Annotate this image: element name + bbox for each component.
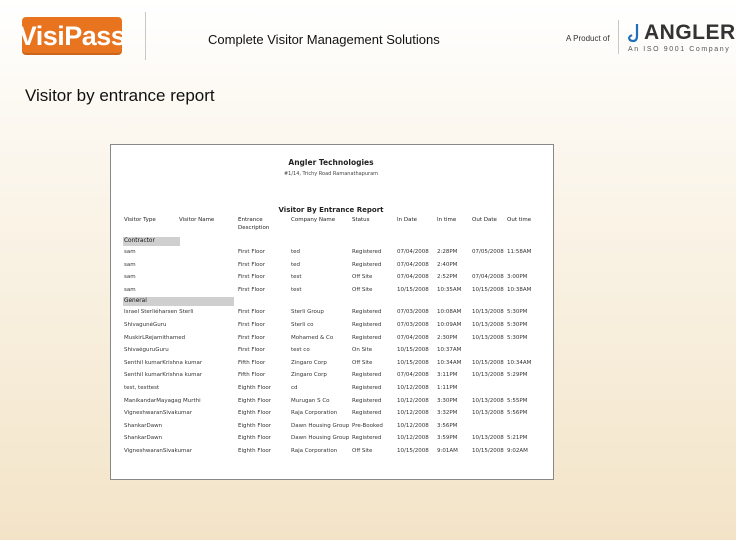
table-cell: Registered — [352, 410, 382, 417]
table-cell: 10/12/2008 — [397, 435, 429, 442]
angler-logo — [628, 21, 736, 53]
table-cell: Registered — [352, 384, 382, 391]
table-cell: 07/03/2008 — [397, 321, 429, 328]
table-cell: 10/13/2008 — [472, 435, 504, 442]
report-rows — [111, 236, 551, 458]
table-cell: 10/12/2008 — [397, 384, 429, 391]
table-row — [111, 407, 551, 420]
table-cell: Fifth Floor — [238, 372, 266, 379]
table-cell: 10/15/2008 — [472, 447, 504, 454]
table-cell: Sterli co — [291, 321, 314, 328]
table-cell: test — [291, 286, 302, 293]
table-cell: ted — [291, 261, 301, 268]
table-cell: 07/04/2008 — [397, 249, 429, 255]
table-row — [111, 284, 551, 297]
table-cell: 2:30PM — [437, 334, 458, 341]
table-cell: Sterli Group — [291, 309, 324, 316]
table-cell: Registered — [352, 397, 382, 404]
column-header: In Date — [397, 217, 418, 223]
group-header: General — [123, 297, 234, 306]
table-cell: 10/15/2008 — [397, 286, 429, 293]
table-cell: 10:08AM — [437, 309, 462, 316]
table-cell: 1:11PM — [437, 384, 458, 391]
table-cell: 2:28PM — [437, 249, 458, 255]
table-cell: On Site — [352, 347, 373, 354]
table-cell: 10/12/2008 — [397, 422, 429, 429]
table-cell: Registered — [352, 261, 382, 268]
table-cell: 5:30PM — [507, 334, 528, 341]
table-cell: Murugan S Co — [291, 397, 330, 404]
table-cell: 10/15/2008 — [397, 347, 429, 354]
table-row — [111, 369, 551, 382]
table-row — [111, 259, 551, 272]
table-cell: Eighth Floor — [238, 435, 272, 442]
table-cell: First Floor — [238, 286, 266, 293]
table-cell: Fifth Floor — [238, 359, 266, 366]
table-cell: Zingaro Corp — [291, 359, 327, 366]
table-cell: 10/13/2008 — [472, 372, 504, 379]
table-cell: 5:21PM — [507, 435, 528, 442]
table-row — [111, 306, 551, 319]
table-cell: sam — [124, 274, 136, 281]
table-cell: Registered — [352, 249, 382, 255]
table-cell: ShankarDawn — [124, 422, 163, 429]
table-row — [111, 357, 551, 370]
table-cell: Off Site — [352, 274, 373, 281]
column-header: Visitor Type — [124, 217, 156, 223]
table-cell: Eighth Floor — [238, 447, 272, 454]
table-cell: 3:30PM — [437, 397, 458, 404]
column-header: Company Name — [291, 217, 336, 223]
table-cell: ShivagunéGuru — [124, 321, 167, 328]
table-row — [111, 246, 551, 259]
table-cell: 10/12/2008 — [397, 410, 429, 417]
table-cell: Eighth Floor — [238, 422, 272, 429]
table-cell: 07/04/2008 — [397, 274, 429, 281]
angler-brand-sub: An ISO 9001 Company — [628, 46, 731, 53]
table-cell: ShivaéguruGuru — [124, 347, 169, 354]
group-header: Contractor — [123, 237, 180, 246]
table-cell: 5:30PM — [507, 321, 528, 328]
table-cell: Registered — [352, 372, 382, 379]
table-cell: test co — [291, 347, 310, 354]
table-cell: 9:01AM — [437, 447, 458, 454]
table-row — [111, 432, 551, 445]
tagline: Complete Visitor Management Solutions — [208, 32, 440, 47]
table-cell: 10:34AM — [437, 359, 462, 366]
angler-brand-name: ANGLER — [644, 21, 736, 44]
table-cell: MuskirLRejamithamed — [124, 334, 186, 341]
table-cell: test — [291, 274, 302, 281]
table-cell: 07/05/2008 — [472, 249, 504, 255]
angler-hook-icon — [628, 23, 642, 43]
table-cell: 10/13/2008 — [472, 397, 504, 404]
table-cell: 10/15/2008 — [472, 359, 504, 366]
table-cell: Eighth Floor — [238, 397, 272, 404]
table-cell: 07/04/2008 — [397, 372, 429, 379]
table-cell: sam — [124, 249, 136, 255]
table-cell: First Floor — [238, 321, 266, 328]
table-cell: 9:02AM — [507, 447, 528, 454]
table-cell: 10:09AM — [437, 321, 462, 328]
column-header: Out Date — [472, 217, 497, 223]
table-cell: Off Site — [352, 286, 373, 293]
table-row — [111, 420, 551, 433]
table-cell: VigneshwaranSivakumar — [124, 410, 193, 417]
table-cell: 10/12/2008 — [397, 397, 429, 404]
table-cell: 10/15/2008 — [472, 286, 504, 293]
table-cell: Registered — [352, 309, 382, 316]
brand-divider — [618, 20, 619, 54]
table-cell: Off Site — [352, 359, 373, 366]
table-cell: cd — [291, 384, 298, 391]
table-cell: 3:32PM — [437, 410, 458, 417]
table-cell: 07/04/2008 — [397, 261, 429, 268]
table-cell: ted — [291, 249, 301, 255]
table-cell: Dawn Housing Group — [291, 422, 350, 429]
table-cell: First Floor — [238, 309, 266, 316]
page-title: Visitor by entrance report — [25, 86, 215, 105]
table-cell: 5:55PM — [507, 397, 528, 404]
report-column-headers — [111, 216, 551, 236]
table-cell: Eighth Floor — [238, 384, 272, 391]
table-cell: First Floor — [238, 334, 266, 341]
column-header: Out time — [507, 217, 532, 223]
table-cell: 07/04/2008 — [472, 274, 504, 281]
table-cell: 10/13/2008 — [472, 321, 504, 328]
table-cell: Raja Corporation — [291, 447, 338, 454]
table-row — [111, 395, 551, 408]
table-cell: First Floor — [238, 347, 266, 354]
table-cell: 11:58AM — [507, 249, 532, 255]
table-cell: Registered — [352, 321, 382, 328]
table-cell: Pre-Booked — [352, 422, 383, 429]
table-cell: 3:00PM — [507, 274, 528, 281]
table-cell: 10/13/2008 — [472, 309, 504, 316]
column-header: Status — [352, 217, 370, 223]
table-row — [111, 344, 551, 357]
table-cell: 5:30PM — [507, 309, 528, 316]
table-cell: First Floor — [238, 249, 266, 255]
header — [0, 0, 736, 72]
table-cell: 3:59PM — [437, 435, 458, 442]
table-cell: 07/04/2008 — [397, 334, 429, 341]
table-row — [111, 445, 551, 458]
table-row — [111, 271, 551, 284]
table-cell: Zingaro Corp — [291, 372, 327, 379]
visipass-logo: VisiPass — [22, 17, 122, 55]
table-row — [111, 332, 551, 345]
table-cell: Dawn Housing Group — [291, 435, 350, 442]
column-header: Entrance Description — [238, 217, 270, 231]
table-cell: sam — [124, 261, 136, 268]
table-cell: 5:29PM — [507, 372, 528, 379]
table-cell: First Floor — [238, 274, 266, 281]
table-cell: ShankarDawn — [124, 435, 163, 442]
product-of-label: A Product of — [566, 34, 610, 43]
table-cell: 5:56PM — [507, 410, 528, 417]
table-cell: 10:34AM — [507, 359, 532, 366]
table-cell: 3:11PM — [437, 372, 458, 379]
table-cell: Registered — [352, 334, 382, 341]
table-cell: 10/15/2008 — [397, 447, 429, 454]
table-cell: 10/13/2008 — [472, 410, 504, 417]
table-row — [111, 319, 551, 332]
table-cell: 10:37AM — [437, 347, 462, 354]
column-header: In time — [437, 217, 457, 223]
table-cell: Senthil kumarKrishna kumar — [124, 359, 203, 366]
report-address: #1/14, Trichy Road Ramanathapuram — [283, 171, 379, 177]
table-cell: 2:40PM — [437, 261, 458, 268]
table-cell: 07/03/2008 — [397, 309, 429, 316]
header-divider — [145, 12, 146, 60]
table-cell: VigneshwaranSivakumar — [124, 447, 193, 454]
table-cell: 10/13/2008 — [472, 334, 504, 341]
table-row — [111, 382, 551, 395]
table-cell: sam — [124, 286, 136, 293]
table-cell: ManikandarMayagag Murthi — [124, 397, 201, 404]
table-cell: 3:56PM — [437, 422, 458, 429]
column-header: Visitor Name — [179, 217, 215, 223]
report-title: Visitor By Entrance Report — [278, 206, 384, 214]
table-cell: First Floor — [238, 261, 266, 268]
report-company: Angler Technologies — [288, 158, 374, 167]
table-cell: test, testtest — [124, 384, 160, 391]
table-cell: 10/15/2008 — [397, 359, 429, 366]
table-cell: 10:35AM — [437, 286, 462, 293]
table-cell: Mohamed & Co — [291, 334, 334, 341]
table-cell: 10:38AM — [507, 286, 532, 293]
table-cell: Senthil kumarKrishna kumar — [124, 372, 203, 379]
report-document — [110, 144, 554, 480]
table-cell: 2:52PM — [437, 274, 458, 281]
table-cell: Registered — [352, 435, 382, 442]
table-cell: Raja Corporation — [291, 410, 338, 417]
table-cell: Eighth Floor — [238, 410, 272, 417]
table-cell: Off Site — [352, 447, 373, 454]
table-cell: Israel Sterliéharsen Sterli — [124, 309, 194, 316]
